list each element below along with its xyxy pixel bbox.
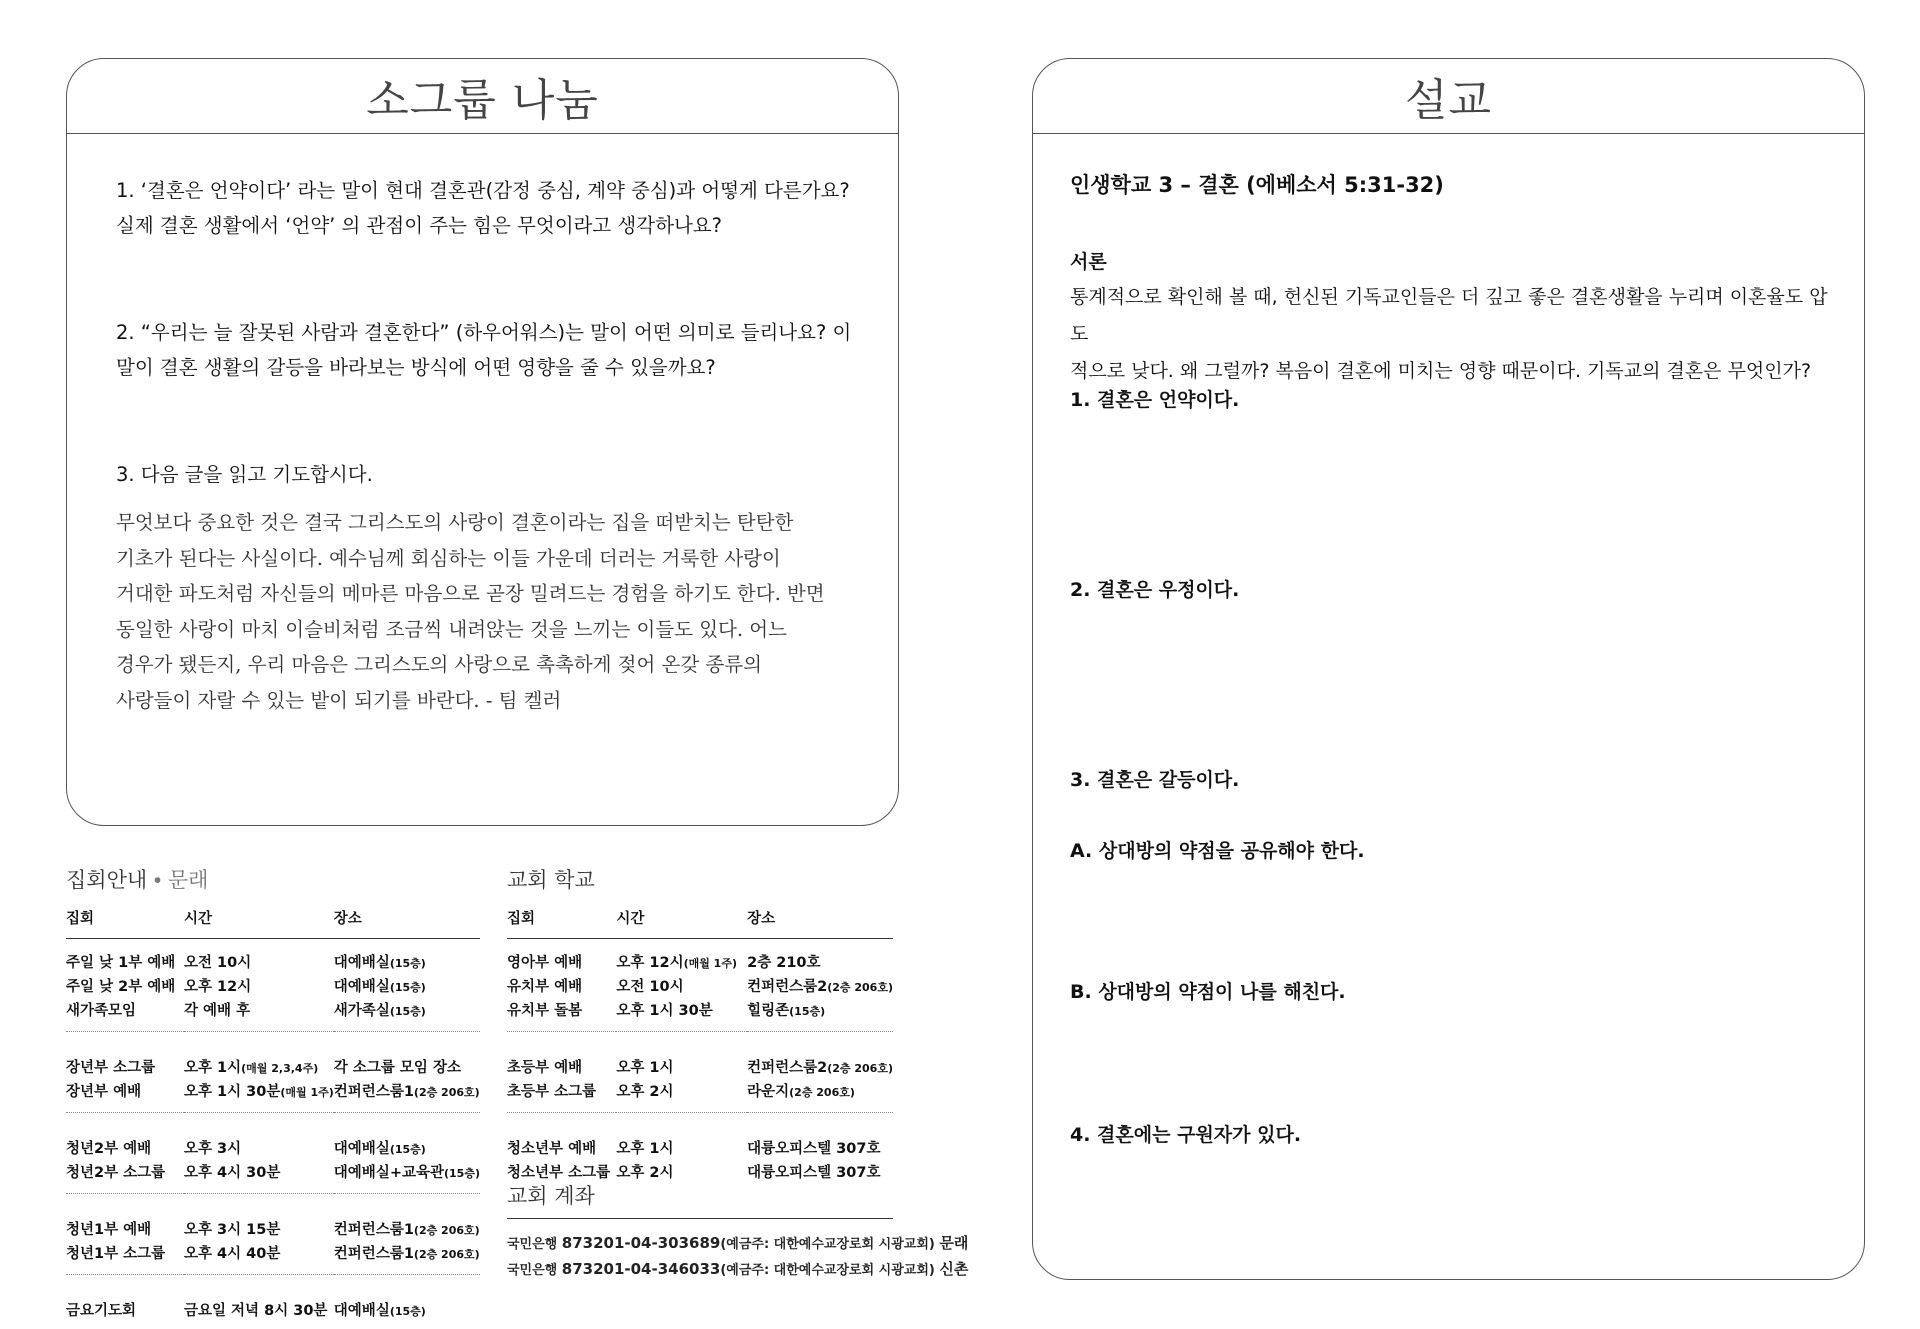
meeting-place	[334, 1159, 480, 1183]
reading-line: 동일한 사랑이 마치 이슬비처럼 조금씩 내려앉는 것을 느끼는 이들도 있다. 어느	[116, 617, 787, 641]
group-divider	[66, 1021, 480, 1032]
school-table	[507, 906, 893, 1183]
time-main: 오후 3시 15분	[183, 1221, 281, 1238]
meeting-time	[184, 997, 334, 1021]
time-main: 오전 10시	[183, 954, 252, 971]
intro-line-1: 통계적으로 확인해 볼 때, 헌신된 기독교인들은 더 깊고 좋은 결혼생활을 누리며 이혼율도 압도	[1070, 286, 1828, 345]
table-row	[66, 973, 480, 997]
account-row	[507, 1232, 968, 1253]
meeting-time	[184, 1159, 334, 1183]
place-note: (2층 206호)	[827, 980, 893, 994]
sermon-title: 인생학교 3 – 결혼 (에베소서 5:31-32)	[1070, 173, 1444, 197]
intro-text	[1070, 279, 1828, 390]
time-note: (매월 1주)	[280, 1085, 334, 1099]
sermon-point-1: 1. 결혼은 언약이다.	[1070, 389, 1240, 411]
reading-line: 거대한 파도처럼 자신들의 메마른 마음으로 곧장 밀려드는 경험을 하기도 한다. 반면	[116, 582, 825, 605]
reading-line: 사랑들이 자랄 수 있는 밭이 되기를 바란다. - 팀 켈러	[116, 688, 562, 712]
question-3: 3. 다음 글을 읽고 기도합시다.	[116, 463, 373, 486]
place-note: (15층)	[389, 1004, 426, 1018]
place-note: (15층)	[389, 1304, 426, 1318]
group-spacer	[507, 939, 893, 950]
school-title: 교회 학교	[507, 868, 595, 892]
time-main: 오후 2시	[616, 1083, 674, 1100]
time-note: (매월 1주)	[683, 956, 737, 970]
meeting-time	[616, 1054, 747, 1078]
account-branch: 문래	[939, 1234, 969, 1252]
place-main: 대예배실	[333, 1302, 390, 1319]
meeting-place	[334, 1216, 480, 1240]
place-main: 컨퍼런스룸1	[333, 1083, 414, 1100]
meeting-place	[334, 949, 480, 973]
meeting-place	[334, 1297, 480, 1321]
table-row	[507, 1078, 893, 1102]
reading-line: 무엇보다 중요한 것은 결국 그리스도의 사랑이 결혼이라는 집을 떠받치는 탄탄한	[116, 511, 794, 534]
place-note: (2층 206호)	[413, 1223, 480, 1237]
col-header: 집회	[66, 906, 184, 939]
time-main: 오후 12시	[616, 954, 684, 971]
group-spacer	[507, 1044, 893, 1054]
table-row	[507, 1135, 893, 1159]
table-row	[66, 1216, 480, 1240]
meeting-place	[747, 949, 893, 973]
meeting-place	[334, 1240, 480, 1264]
meeting-place	[334, 1078, 480, 1102]
place-main: 대륭오피스텔 307호	[747, 1164, 881, 1181]
meetings-title-text: 집회안내	[66, 868, 148, 892]
place-note: (2층 206호)	[789, 1085, 855, 1099]
meeting-name: 초등부 소그룹	[507, 1083, 597, 1100]
time-main: 오후 1시	[616, 1059, 674, 1076]
time-main: 오후 1시	[616, 1140, 674, 1157]
small-group-title: 소그룹 나눔	[67, 59, 898, 134]
reading-line: 기초가 된다는 사실이다. 예수님께 회심하는 이들 가운데 더러는 거룩한 사랑이	[116, 546, 781, 570]
col-header: 장소	[334, 906, 480, 939]
account-branch: 신촌	[939, 1260, 969, 1278]
place-note: (2층 206호)	[413, 1085, 480, 1099]
intro-label: 서론	[1070, 251, 1107, 273]
meeting-place	[747, 997, 893, 1021]
meeting-name: 청년1부 소그룹	[66, 1245, 166, 1262]
account-holder: (예금주: 대한예수교장로회 시광교회)	[720, 1237, 935, 1252]
sermon-point-3b: B. 상대방의 약점이 나를 해친다.	[1070, 981, 1346, 1003]
group-spacer	[66, 1206, 480, 1216]
reading-passage	[116, 505, 858, 718]
group-spacer	[66, 1125, 480, 1135]
school-body	[507, 939, 893, 1184]
meeting-time	[184, 1216, 334, 1240]
question-1	[116, 173, 858, 243]
account-number: 873201-04-303689	[561, 1234, 721, 1252]
place-main: 새가족실	[333, 1002, 390, 1019]
table-row	[507, 997, 893, 1021]
meeting-place	[334, 997, 480, 1021]
meeting-name: 주일 낮 1부 예배	[66, 954, 176, 971]
small-group-panel	[66, 58, 899, 826]
group-spacer	[66, 1275, 480, 1288]
group-spacer	[507, 1125, 893, 1135]
meetings-title-dot: •	[153, 868, 162, 892]
question-2-line-2: 말이 결혼 생활의 갈등을 바라보는 방식에 어떤 영향을 줄 수 있을까요?	[116, 356, 716, 379]
meeting-place	[334, 973, 480, 997]
sermon-point-3: 3. 결혼은 갈등이다.	[1070, 769, 1240, 791]
sermon-header: 설교	[1033, 59, 1864, 134]
table-row	[66, 1297, 480, 1321]
group-spacer	[66, 1032, 480, 1045]
time-main: 오후 12시	[183, 978, 252, 995]
place-main: 대예배실	[333, 1140, 390, 1157]
place-main: 힐링존	[747, 1002, 790, 1019]
meeting-time	[616, 997, 747, 1021]
meeting-name: 유치부 예배	[507, 978, 583, 995]
col-header: 장소	[747, 906, 893, 939]
place-main: 컨퍼런스룸1	[333, 1221, 414, 1238]
place-note: (15층)	[789, 1004, 826, 1018]
place-main: 컨퍼런스룸1	[333, 1245, 414, 1262]
meetings-body	[66, 939, 480, 1322]
place-main: 라운지	[747, 1083, 790, 1100]
table-row	[66, 949, 480, 973]
question-1-line-1: 1. ‘결혼은 언약이다’ 라는 말이 현대 결혼관(감정 중심, 계약 중심)과 어떻게 다른가요?	[116, 179, 850, 202]
meeting-name: 청년2부 소그룹	[66, 1164, 166, 1181]
meeting-name: 청소년부 예배	[507, 1140, 597, 1157]
question-2	[116, 315, 858, 385]
meeting-time	[184, 1297, 334, 1321]
place-main: 대예배실+교육관	[333, 1164, 444, 1181]
place-note: (15층)	[444, 1166, 480, 1180]
account-bank: 국민은행	[507, 1263, 558, 1278]
meeting-name: 금요기도회	[66, 1302, 137, 1319]
meeting-time	[184, 1240, 334, 1264]
group-divider	[66, 1102, 480, 1113]
table-row	[66, 1135, 480, 1159]
question-2-line-1: 2. “우리는 늘 잘못된 사람과 결혼한다” (하우어워스)는 말이 어떤 의미로 들리나요? 이	[116, 321, 852, 344]
meetings-table	[66, 906, 480, 1321]
account-row	[507, 1258, 968, 1279]
group-spacer	[66, 1113, 480, 1126]
col-header: 시간	[616, 906, 747, 939]
time-main: 오후 1시	[183, 1059, 242, 1076]
col-header: 시간	[184, 906, 334, 939]
group-spacer	[507, 1113, 893, 1126]
meeting-time	[616, 973, 747, 997]
meeting-time	[184, 1135, 334, 1159]
meeting-place	[747, 1054, 893, 1078]
meeting-name: 청년2부 예배	[66, 1140, 152, 1157]
place-main: 컨퍼런스룸2	[747, 1059, 828, 1076]
group-divider	[66, 1264, 480, 1275]
meeting-name: 주일 낮 2부 예배	[66, 978, 176, 995]
table-row	[66, 1078, 480, 1102]
meeting-time	[184, 949, 334, 973]
meetings-title	[66, 864, 208, 894]
time-note: (매월 2,3,4주)	[241, 1061, 319, 1075]
table-row	[507, 949, 893, 973]
meeting-place	[334, 1135, 480, 1159]
table-row	[66, 1159, 480, 1183]
meeting-time	[616, 1135, 747, 1159]
place-note: (15층)	[389, 956, 426, 970]
place-main: 대예배실	[333, 978, 390, 995]
meeting-place	[747, 1135, 893, 1159]
meeting-time	[184, 973, 334, 997]
account-holder: (예금주: 대한예수교장로회 시광교회)	[720, 1263, 935, 1278]
meeting-place	[747, 1078, 893, 1102]
group-spacer	[66, 939, 480, 950]
group-spacer	[66, 1287, 480, 1297]
place-main: 2층 210호	[747, 954, 821, 971]
place-main: 각 소그룹 모임 장소	[333, 1059, 461, 1076]
time-main: 오후 2시	[616, 1164, 674, 1181]
group-spacer	[66, 1044, 480, 1054]
table-row	[66, 1054, 480, 1078]
time-main: 오후 1시 30분	[183, 1083, 281, 1100]
meeting-name: 청소년부 소그룹	[507, 1164, 611, 1181]
meeting-name: 장년부 소그룹	[66, 1059, 156, 1076]
table-row	[66, 1240, 480, 1264]
place-main: 대예배실	[333, 954, 390, 971]
meeting-name: 장년부 예배	[66, 1083, 142, 1100]
group-spacer	[66, 1194, 480, 1207]
meeting-place	[747, 973, 893, 997]
sermon-point-4: 4. 결혼에는 구원자가 있다.	[1070, 1124, 1302, 1146]
place-note: (15층)	[389, 1142, 426, 1156]
sermon-point-3a: A. 상대방의 약점을 공유해야 한다.	[1070, 840, 1365, 862]
reading-line: 경우가 됐든지, 우리 마음은 그리스도의 사랑으로 촉촉하게 젖어 온갖 종류의	[116, 653, 762, 676]
meeting-time	[616, 949, 747, 973]
time-main: 각 예배 후	[183, 1002, 251, 1019]
time-main: 금요일 저녁 8시 30분	[183, 1302, 328, 1319]
sermon-panel	[1032, 58, 1865, 1280]
account-number: 873201-04-346033	[561, 1260, 721, 1278]
place-note: (15층)	[389, 980, 426, 994]
place-main: 컨퍼런스룸2	[747, 978, 828, 995]
meeting-time	[616, 1078, 747, 1102]
col-header: 집회	[507, 906, 616, 939]
time-main: 오후 1시 30분	[616, 1002, 713, 1019]
meeting-name: 유치부 돌봄	[507, 1002, 583, 1019]
group-divider	[66, 1183, 480, 1194]
meeting-time	[184, 1078, 334, 1102]
meetings-subtitle: 문래	[167, 868, 209, 892]
group-divider	[507, 1102, 893, 1113]
meeting-name: 영아부 예배	[507, 954, 583, 971]
table-row	[66, 997, 480, 1021]
accounts-title: 교회 계좌	[507, 1180, 893, 1219]
time-main: 오후 4시 40분	[183, 1245, 281, 1262]
time-main: 오후 4시 30분	[183, 1164, 281, 1181]
intro-line-2: 적으로 낮다. 왜 그럴까? 복음이 결혼에 미치는 영향 때문이다. 기독교의 결혼은 무엇인가?	[1070, 360, 1812, 382]
place-note: (2층 206호)	[413, 1247, 480, 1261]
meeting-name: 새가족모임	[66, 1002, 137, 1019]
table-row	[507, 973, 893, 997]
sermon-point-2: 2. 결혼은 우정이다.	[1070, 579, 1240, 601]
meeting-place	[334, 1054, 480, 1078]
meeting-name: 청년1부 예배	[66, 1221, 152, 1238]
group-divider	[507, 1021, 893, 1032]
place-main: 대륭오피스텔 307호	[747, 1140, 881, 1157]
time-main: 오전 10시	[616, 978, 684, 995]
meeting-name: 초등부 예배	[507, 1059, 583, 1076]
account-bank: 국민은행	[507, 1237, 558, 1252]
question-1-line-2: 실제 결혼 생활에서 ‘언약’ 의 관점이 주는 힘은 무엇이라고 생각하나요?	[116, 214, 722, 237]
place-note: (2층 206호)	[827, 1061, 893, 1075]
time-main: 오후 3시	[183, 1140, 242, 1157]
table-row	[507, 1054, 893, 1078]
group-spacer	[507, 1032, 893, 1045]
meeting-time	[184, 1054, 334, 1078]
